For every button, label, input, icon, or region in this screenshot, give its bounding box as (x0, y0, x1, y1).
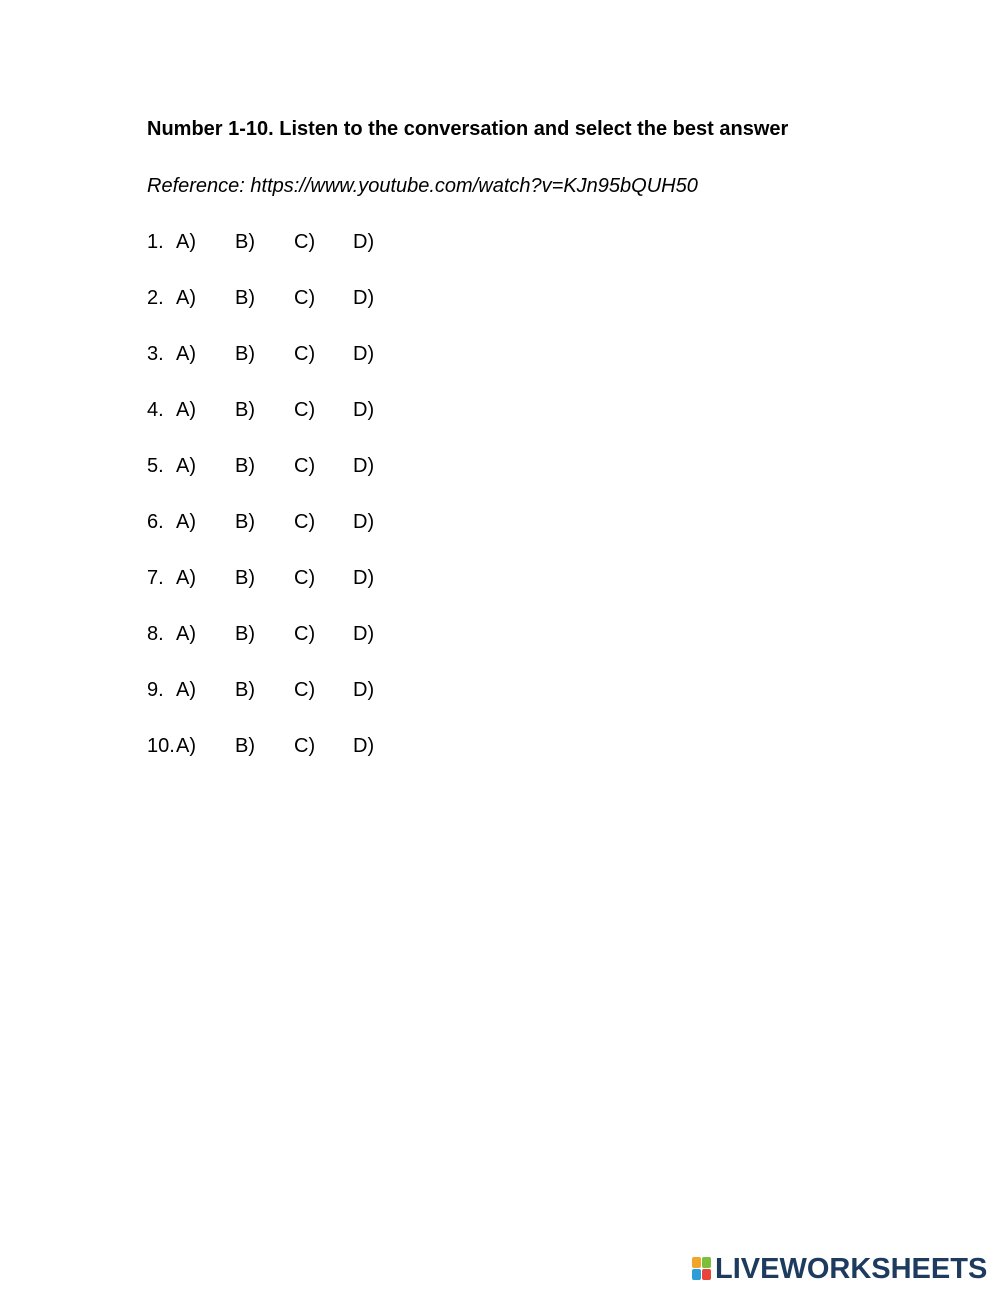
question-number: 10. (147, 735, 175, 757)
option-c[interactable]: C) (294, 735, 316, 757)
option-d[interactable]: D) (353, 511, 375, 533)
option-c[interactable]: C) (294, 567, 316, 589)
question-number: 1. (147, 231, 164, 253)
question-number: 7. (147, 567, 164, 589)
option-d[interactable]: D) (353, 623, 375, 645)
option-a[interactable]: A) (176, 399, 196, 421)
option-b[interactable]: B) (235, 567, 255, 589)
option-d[interactable]: D) (353, 679, 375, 701)
option-b[interactable]: B) (235, 287, 255, 309)
option-a[interactable]: A) (176, 343, 196, 365)
worksheet-title: Number 1-10. Listen to the conversation and select the best answer (147, 118, 789, 140)
option-d[interactable]: D) (353, 455, 375, 477)
option-b[interactable]: B) (235, 343, 255, 365)
option-a[interactable]: A) (176, 679, 196, 701)
option-c[interactable]: C) (294, 287, 316, 309)
liveworksheets-logo (692, 1254, 987, 1284)
option-d[interactable]: D) (353, 567, 375, 589)
question-number: 9. (147, 679, 164, 701)
option-c[interactable]: C) (294, 455, 316, 477)
option-c[interactable]: C) (294, 231, 316, 253)
option-a[interactable]: A) (176, 735, 196, 757)
option-c[interactable]: C) (294, 399, 316, 421)
option-a[interactable]: A) (176, 231, 196, 253)
option-a[interactable]: A) (176, 287, 196, 309)
option-d[interactable]: D) (353, 735, 375, 757)
option-a[interactable]: A) (176, 511, 196, 533)
liveworksheets-logo-icon (692, 1257, 712, 1281)
option-b[interactable]: B) (235, 511, 255, 533)
option-b[interactable]: B) (235, 623, 255, 645)
option-d[interactable]: D) (353, 399, 375, 421)
option-a[interactable]: A) (176, 623, 196, 645)
question-number: 5. (147, 455, 164, 477)
question-number: 3. (147, 343, 164, 365)
reference-link-text: Reference: https://www.youtube.com/watch?v=KJn95bQUH50 (147, 175, 698, 197)
question-number: 2. (147, 287, 164, 309)
option-b[interactable]: B) (235, 679, 255, 701)
option-a[interactable]: A) (176, 455, 196, 477)
logo-wordmark: LIVEWORKSHEETS (715, 1253, 988, 1285)
option-a[interactable]: A) (176, 567, 196, 589)
option-b[interactable]: B) (235, 735, 255, 757)
option-c[interactable]: C) (294, 511, 316, 533)
option-b[interactable]: B) (235, 231, 255, 253)
question-number: 8. (147, 623, 164, 645)
option-b[interactable]: B) (235, 399, 255, 421)
option-d[interactable]: D) (353, 231, 375, 253)
question-number: 6. (147, 511, 164, 533)
option-b[interactable]: B) (235, 455, 255, 477)
option-c[interactable]: C) (294, 679, 316, 701)
option-d[interactable]: D) (353, 287, 375, 309)
question-number: 4. (147, 399, 164, 421)
option-c[interactable]: C) (294, 343, 316, 365)
option-c[interactable]: C) (294, 623, 316, 645)
option-d[interactable]: D) (353, 343, 375, 365)
